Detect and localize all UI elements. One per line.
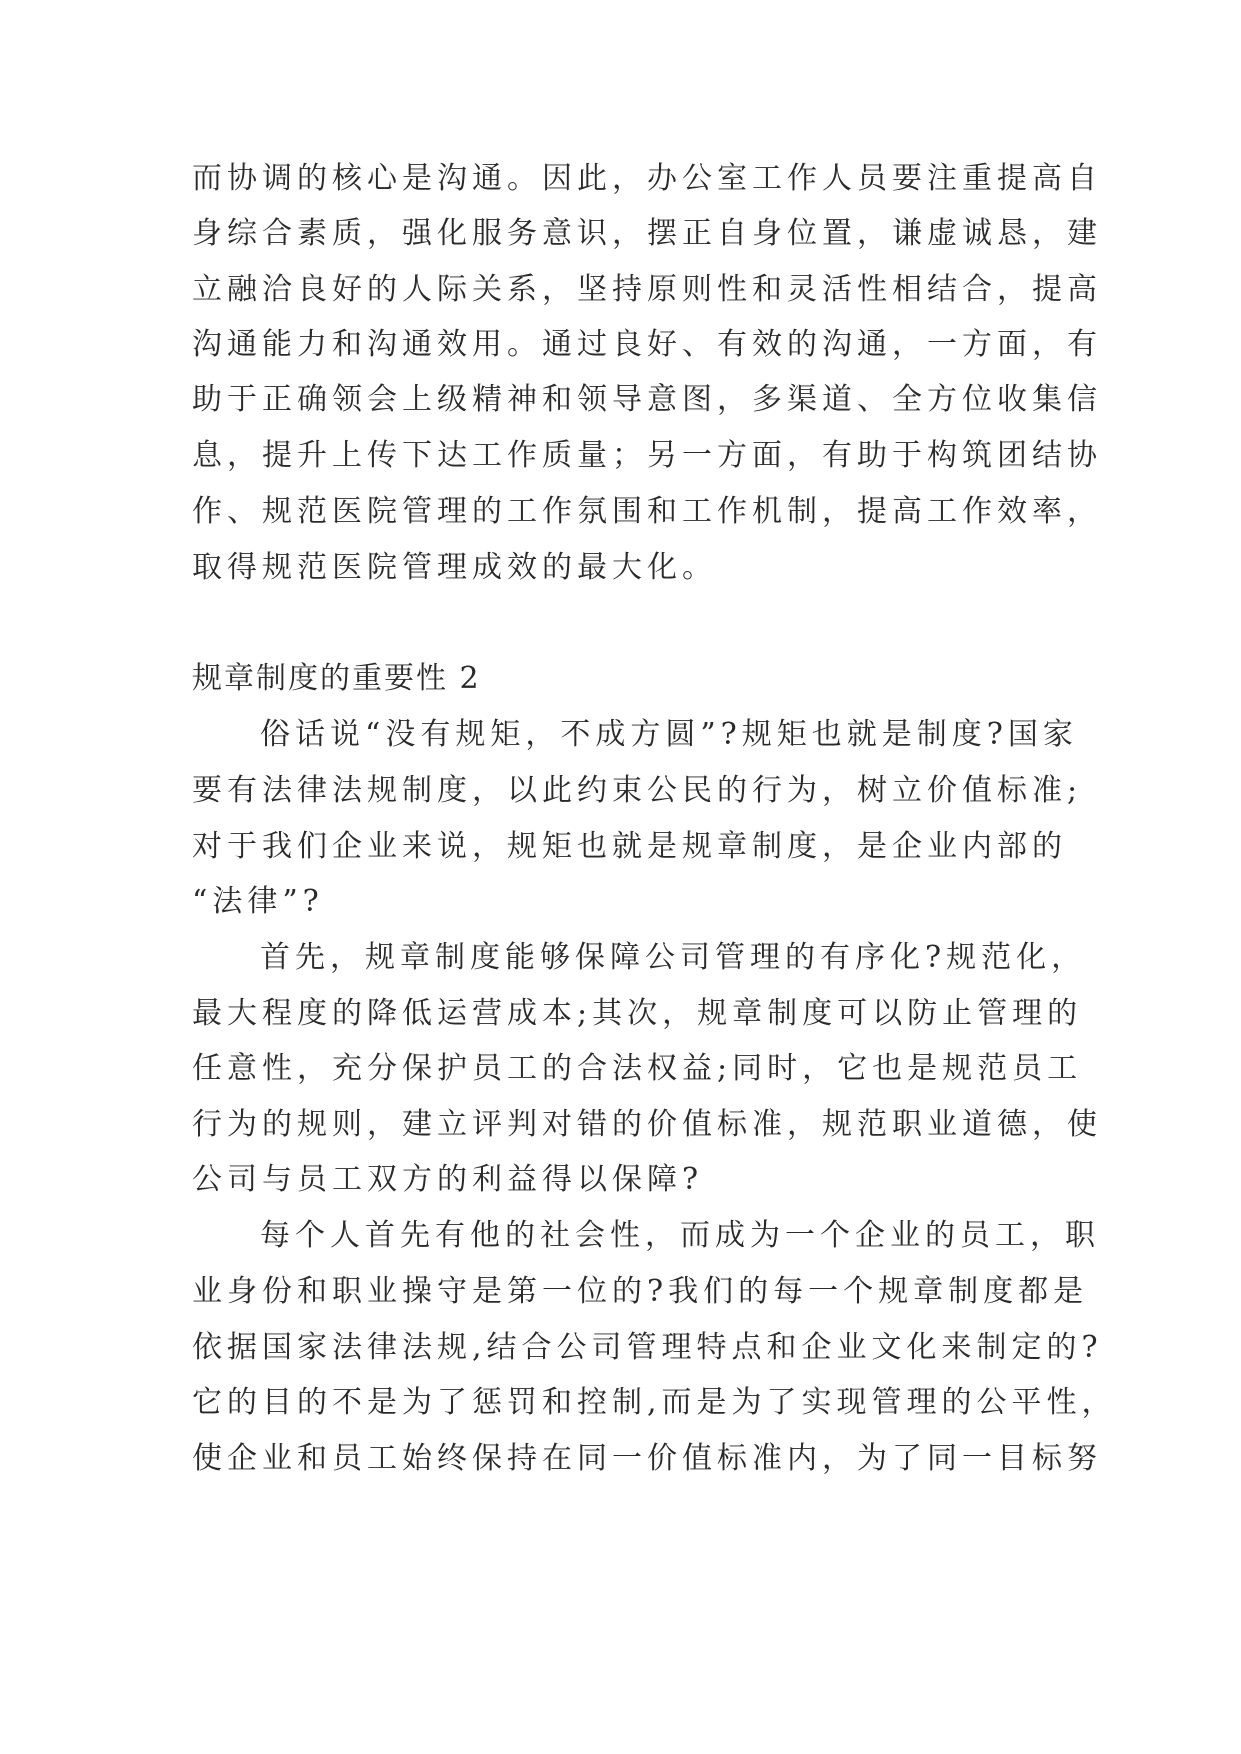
text-line: 息，提升上传下达工作质量；另一方面，有助于构筑团结协 xyxy=(192,438,1102,473)
text-line: 立融洽良好的人际关系，坚持原则性和灵活性相结合，提高 xyxy=(192,272,1102,307)
text-line: 行为的规则，建立评判对错的价值标准，规范职业道德，使 xyxy=(192,1107,1102,1142)
text-line: 俗话说“没有规矩，不成方圆”?规矩也就是制度?国家 xyxy=(260,717,1078,752)
text-line: 取得规范医院管理成效的最大化。 xyxy=(192,550,717,585)
text-line: 每个人首先有他的社会性，而成为一个企业的员工，职 xyxy=(260,1218,1100,1253)
text-line: 公司与员工双方的利益得以保障? xyxy=(192,1162,704,1197)
text-line: 身综合素质，强化服务意识，摆正自身位置，谦虚诚恳，建 xyxy=(192,216,1102,251)
text-line: 它的目的不是为了惩罚和控制,而是为了实现管理的公平性， xyxy=(192,1385,1117,1420)
text-line: 助于正确领会上级精神和领导意图，多渠道、全方位收集信 xyxy=(192,382,1102,417)
text-line: 首先，规章制度能够保障公司管理的有序化?规范化， xyxy=(260,940,1087,975)
text-line: 依据国家法律法规,结合公司管理特点和企业文化来制定的? xyxy=(192,1330,1103,1365)
text-line: 而协调的核心是沟通。因此，办公室工作人员要注重提高自 xyxy=(192,161,1102,196)
text-line: “法律”? xyxy=(192,884,324,919)
section-heading: 规章制度的重要性 2 xyxy=(192,661,481,696)
text-line: 任意性，充分保护员工的合法权益;同时，它也是规范员工 xyxy=(192,1051,1083,1086)
text-line: 作、规范医院管理的工作氛围和工作机制，提高工作效率， xyxy=(192,494,1102,529)
text-line: 使企业和员工始终保持在同一价值标准内，为了同一目标努 xyxy=(192,1441,1102,1476)
text-line: 要有法律法规制度，以此约束公民的行为，树立价值标准; xyxy=(192,773,1083,808)
text-line: 业身份和职业操守是第一位的?我们的每一个规章制度都是 xyxy=(192,1274,1089,1309)
text-line: 沟通能力和沟通效用。通过良好、有效的沟通，一方面，有 xyxy=(192,327,1102,362)
text-line: 对于我们企业来说，规矩也就是规章制度，是企业内部的 xyxy=(192,829,1067,864)
text-line: 最大程度的降低运营成本;其次，规章制度可以防止管理的 xyxy=(192,996,1083,1031)
